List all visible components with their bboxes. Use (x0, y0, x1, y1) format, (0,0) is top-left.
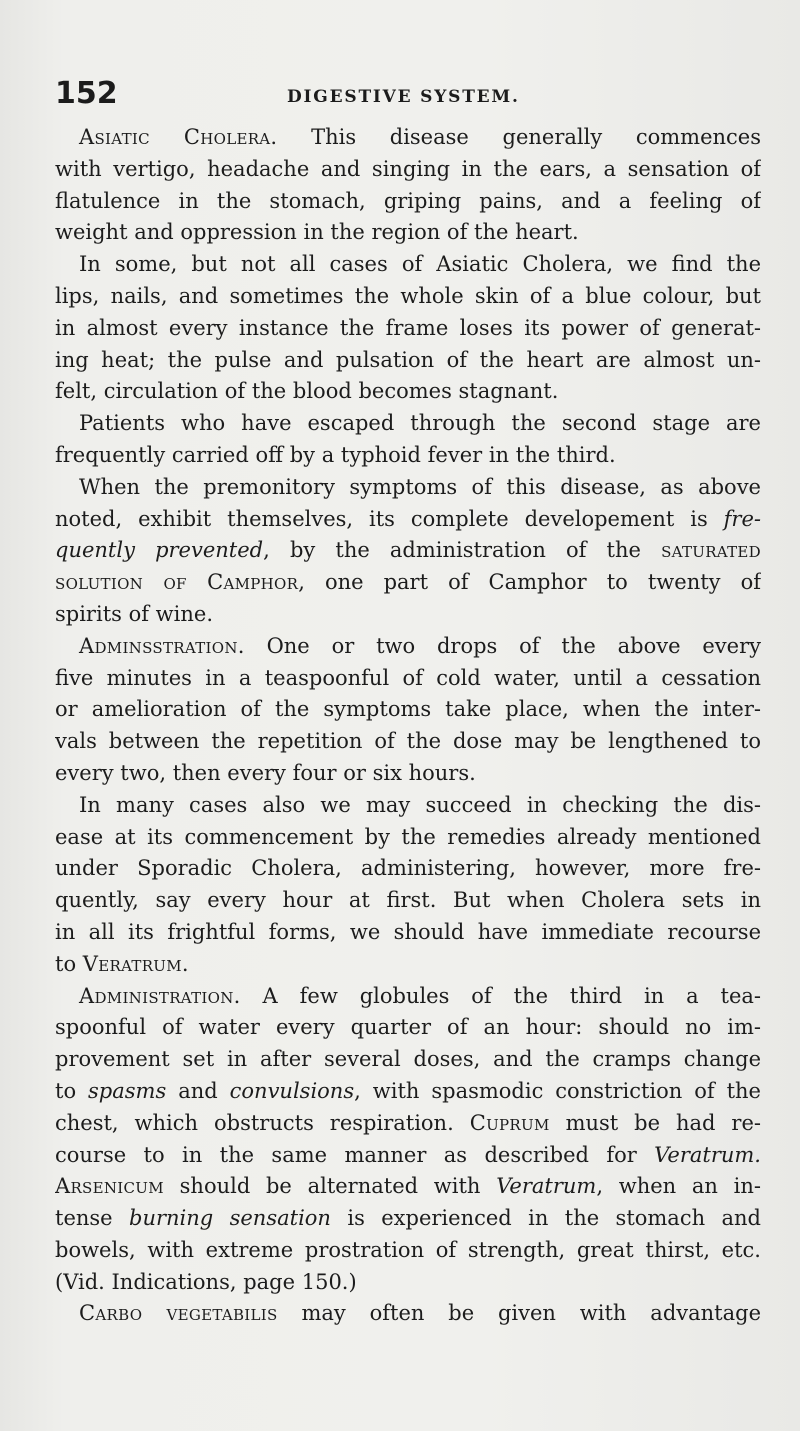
text-line: flatulence in the stomach, griping pains, and a feeling of (55, 188, 761, 213)
text-line: In some, but not all cases of Asiatic Cholera, we find the (79, 252, 761, 277)
page-number: 152 (55, 76, 118, 111)
text-line: Administration. A few globules of the third in a tea- (79, 983, 761, 1008)
text-line: In many cases also we may succeed in checking the dis- (79, 792, 761, 817)
body-text (55, 122, 761, 1330)
running-head (0, 76, 800, 116)
text-line: frequently carried off by a typhoid fever in the third. (55, 442, 616, 467)
text-line: ing heat; the pulse and pulsation of the heart are almost un- (55, 347, 761, 372)
running-title: DIGESTIVE SYSTEM. (287, 87, 520, 107)
text-line: chest, which obstructs respiration. Cuprum must be had re- (55, 1110, 761, 1135)
text-line: provement set in after several doses, and the cramps change (55, 1047, 761, 1072)
text-line: Arsenicum should be alternated with Veratrum, when an in- (55, 1174, 761, 1199)
text-line: to spasms and convulsions, with spasmodic constriction of the (55, 1078, 761, 1103)
text-line: weight and oppression in the region of the heart. (55, 220, 579, 245)
text-line: quently, say every hour at first. But when Cholera sets in (55, 888, 761, 913)
text-line: quently prevented, by the administration of the saturated (55, 538, 761, 563)
text-line: tense burning sensation is experienced in the stomach and (55, 1206, 761, 1231)
text-line: course to in the same manner as described for Veratrum. (55, 1142, 761, 1167)
text-line: in almost every instance the frame loses its power of generat- (55, 315, 761, 340)
text-line: ease at its commencement by the remedies already mentioned (55, 824, 761, 849)
text-line: felt, circulation of the blood becomes stagnant. (55, 379, 559, 404)
text-line: Asiatic Cholera. This disease generally commences (79, 125, 761, 149)
text-line: Patients who have escaped through the second stage are (79, 411, 761, 436)
text-line: noted, exhibit themselves, its complete developement is fre- (55, 506, 761, 531)
text-line: Adminſstration. One or two drops of the above every (79, 633, 761, 658)
text-line: to Veratrum. (55, 951, 189, 976)
text-line: spirits of wine. (55, 601, 213, 626)
text-line: solution of Camphor, one part of Camphor to twenty of (55, 570, 761, 595)
text-line: vals between the repetition of the dose may be lengthened to (55, 729, 761, 754)
text-line: spoonful of water every quarter of an hour: should no im- (55, 1015, 761, 1040)
text-line: with vertigo, headache and singing in the ears, a sensation of (55, 156, 761, 181)
text-line: Carbo vegetabilis may often be given with advantage (79, 1301, 761, 1326)
text-line: bowels, with extreme prostration of strength, great thirst, etc. (55, 1237, 761, 1262)
text-line: every two, then every four or six hours. (55, 760, 476, 785)
text-line: under Sporadic Cholera, administering, however, more fre- (55, 856, 761, 881)
text-line: lips, nails, and sometimes the whole skin of a blue colour, but (55, 283, 761, 308)
text-line: (Vid. Indications, page 150.) (55, 1269, 357, 1294)
text-line: five minutes in a teaspoonful of cold water, until a cessation (55, 665, 761, 690)
text-line: or amelioration of the symptoms take place, when the inter- (55, 697, 761, 722)
text-line: in all its frightful forms, we should have immediate recourse (55, 919, 761, 944)
text-line: When the premonitory symptoms of this disease, as above (79, 474, 761, 499)
